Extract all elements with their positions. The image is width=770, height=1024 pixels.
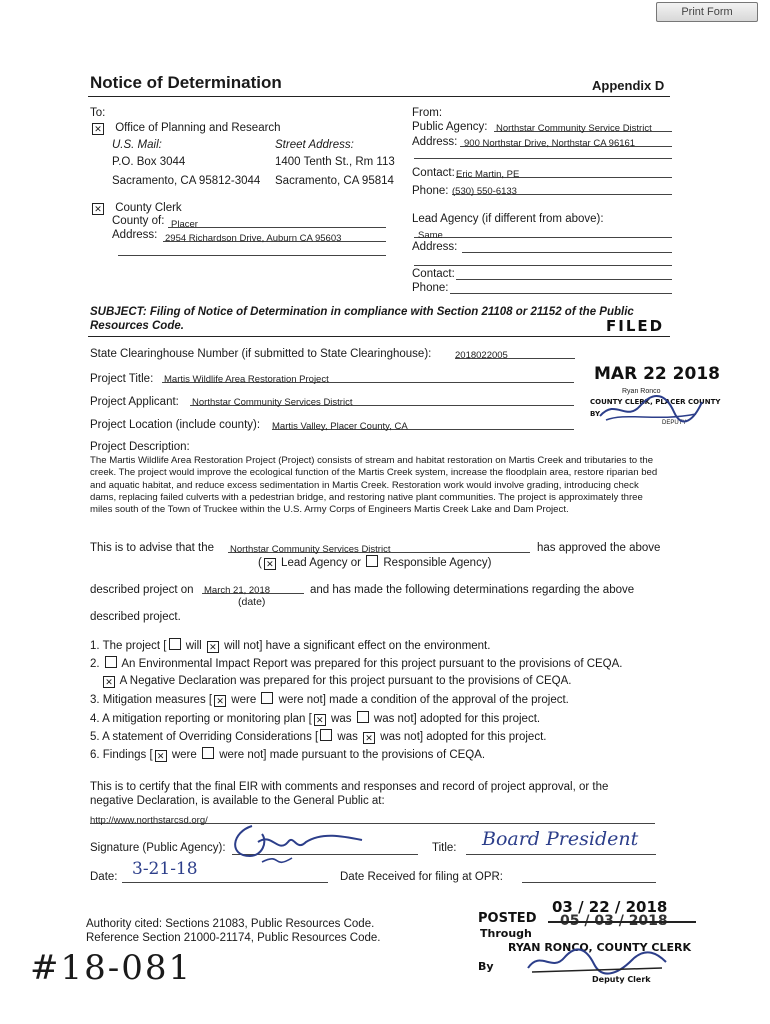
project-title-label: Project Title: [90, 373, 154, 385]
subject-rule [88, 336, 670, 337]
phone-value: (530) 550-6133 [452, 186, 517, 197]
clearinghouse-label: State Clearinghouse Number (if submitted to State Clearinghouse): [90, 348, 432, 360]
public-availability-url: http://www.northstarcsd.org/ [90, 815, 208, 826]
clearinghouse-field[interactable] [455, 345, 575, 359]
lead-agency-label: Lead Agency (if different from above): [412, 213, 604, 225]
street-address-label: Street Address: [275, 139, 354, 151]
subject-line2: Resources Code. [90, 320, 184, 332]
po-box: P.O. Box 3044 [112, 156, 186, 168]
from-address-value: 900 Northstar Drive, Northstar CA 96161 [464, 138, 636, 149]
determination-6: 6. Findings [✕ were were not] made pursuant to the provisions of CEQA. [90, 747, 485, 762]
print-form-button[interactable]: Print Form [656, 2, 758, 22]
posted-stamp-strike [548, 921, 696, 923]
county-address-line2[interactable] [118, 243, 386, 256]
determination-2b: ✕ A Negative Declaration was prepared for this project pursuant to the provisions of CEQA. [101, 674, 572, 688]
project-location-label: Project Location (include county): [90, 419, 261, 431]
county-clerk-checkbox[interactable] [92, 203, 104, 215]
phone-field[interactable] [452, 181, 672, 195]
phone-label: Phone: [412, 185, 449, 197]
posted-stamp-through: Through [480, 927, 532, 940]
lead-address-line2[interactable] [414, 255, 672, 266]
title-value: Board President [482, 828, 639, 850]
lead-phone-label: Phone: [412, 282, 449, 294]
county-of-label: County of: [112, 215, 165, 227]
project-applicant-label: Project Applicant: [90, 396, 179, 408]
filed-stamp-date: MAR 22 2018 [594, 364, 720, 384]
date-received-field[interactable] [522, 868, 656, 883]
advise-agency-value: Northstar Community Services District [230, 544, 391, 555]
determination-3: 3. Mitigation measures [✕ were were not] made a condition of the approval of the project. [90, 692, 569, 707]
certify-line1: This is to certify that the final EIR with comments and responses and record of project approval, or the [90, 781, 609, 793]
described-on-label: described project on [90, 584, 194, 596]
from-label: From: [412, 107, 443, 119]
to-label: To: [90, 107, 106, 119]
mitigation-were-checkbox[interactable] [214, 695, 226, 707]
public-availability-field[interactable] [90, 810, 655, 824]
advise-prefix: This is to advise that the [90, 542, 215, 554]
posted-stamp-label: POSTED [478, 911, 537, 926]
lead-contact-label: Contact: [412, 268, 455, 280]
lead-agency-field[interactable] [414, 225, 672, 241]
significant-will-not-checkbox[interactable] [207, 641, 219, 653]
filed-stamp-label: FILED [606, 317, 665, 335]
filed-stamp-signature [596, 392, 706, 426]
determination-1: 1. The project [ will ✕ will not] have a significant effect on the environment. [90, 638, 490, 653]
date-caption: (date) [238, 596, 266, 608]
determination-4: 4. A mitigation reporting or monitoring plan [✕ was was not] adopted for this project. [90, 711, 540, 726]
approval-date-field[interactable] [202, 580, 304, 594]
posted-stamp-clerk: RYAN RONCO, COUNTY CLERK [508, 941, 691, 954]
authority-line2: Reference Section 21000-21174, Public Resources Code. [86, 932, 381, 944]
project-description-label: Project Description: [90, 441, 190, 453]
findings-were-not-checkbox[interactable] [202, 747, 214, 759]
posted-stamp-date2: 05 / 03 / 2018 [560, 913, 668, 929]
project-applicant-field[interactable] [190, 392, 574, 406]
us-mail-label: U.S. Mail: [112, 139, 162, 151]
date-received-label: Date Received for filing at OPR: [340, 871, 503, 883]
project-title-value: Martis Wildlife Area Restoration Project [164, 374, 329, 385]
project-location-value: Martis Valley, Placer County, CA [272, 421, 408, 432]
filed-stamp-name: Ryan Ronco [622, 388, 661, 395]
county-of-value: Placer [171, 219, 198, 230]
mitigation-were-not-checkbox[interactable] [261, 692, 273, 704]
public-agency-field[interactable] [494, 118, 672, 132]
signature-mark [222, 812, 372, 872]
handwritten-file-number: #18-081 [30, 948, 193, 988]
opr-street: 1400 Tenth St., Rm 113 [275, 156, 395, 168]
determination-2: 2. An Environmental Impact Report was prepared for this project pursuant to the provisions of CEQA. [90, 658, 623, 670]
opr-row [90, 121, 281, 135]
county-of-field[interactable] [168, 214, 386, 228]
advise-agency-field[interactable] [228, 539, 530, 553]
overriding-was-checkbox[interactable] [320, 729, 332, 741]
county-clerk-label: County Clerk [115, 202, 182, 214]
determination-5: 5. A statement of Overriding Considerations [ was ✕ was not] adopted for this project. [90, 729, 546, 744]
posted-stamp-date1: 03 / 22 / 2018 [552, 898, 668, 916]
overriding-was-not-checkbox[interactable] [363, 732, 375, 744]
title-label: Title: [432, 842, 457, 854]
significant-will-checkbox[interactable] [169, 638, 181, 650]
county-clerk-row [90, 201, 182, 215]
public-agency-label: Public Agency: [412, 121, 488, 133]
approval-date-value: March 21, 2018 [204, 585, 271, 596]
project-title-field[interactable] [162, 369, 574, 383]
opr-name: Office of Planning and Research [115, 122, 281, 134]
from-address-line2[interactable] [414, 148, 672, 159]
opr-checkbox[interactable] [92, 123, 104, 135]
lead-address-field[interactable] [462, 239, 672, 253]
project-applicant-value: Northstar Community Services District [192, 397, 353, 408]
responsible-agency-option: Responsible Agency) [383, 557, 492, 569]
appendix-label: Appendix D [592, 78, 665, 93]
date-value: 3-21-18 [132, 859, 198, 879]
header-rule [88, 96, 670, 97]
contact-field[interactable] [456, 164, 672, 178]
from-address-field[interactable] [460, 133, 672, 147]
page-title: Notice of Determination [90, 73, 282, 92]
contact-value: Eric Martin, PE [456, 169, 520, 180]
from-address-label: Address: [412, 136, 458, 148]
authority-line1: Authority cited: Sections 21083, Public Resources Code. [86, 918, 375, 930]
county-address-field[interactable] [163, 228, 386, 242]
contact-label: Contact: [412, 167, 455, 179]
negative-declaration-checkbox[interactable] [103, 676, 115, 688]
advise-suffix: has approved the above [537, 542, 661, 554]
county-address-label: Address: [112, 229, 158, 241]
opr-city-mail: Sacramento, CA 95812-3044 [112, 175, 261, 187]
opr-city-street: Sacramento, CA 95814 [275, 175, 394, 187]
signature-label: Signature (Public Agency): [90, 842, 226, 854]
lead-address-label: Address: [412, 241, 458, 253]
lead-phone-field[interactable] [450, 280, 672, 294]
monitoring-was-checkbox[interactable] [314, 714, 326, 726]
filed-stamp-deputy: DEPUTY [662, 420, 687, 426]
monitoring-was-not-checkbox[interactable] [357, 711, 369, 723]
project-description: The Martis Wildlife Area Restoration Project (Project) consists of stream and habitat restoration on Martis Creek and tributaries to the creek. The project would improve the ecological function of the Martis Creek system, increase the floodplain area, restore riparian bed and aquatic habitat, and reduce excess sedimentation in Martis Creek. Restoration work would involve grading, introducing check dams, replacing failed culverts with a pedestrian bridge, and restoring native plant communities. The project is approximately three miles south of the Town of Truckee within the U.S. Army Corps of Engineers Martis Creek Lake and Dam Project. [90, 455, 658, 516]
responsible-agency-checkbox[interactable] [366, 555, 378, 567]
lead-agency-option: Lead Agency or [281, 557, 361, 569]
described-project: described project. [90, 611, 181, 623]
lead-agency-value: Same [418, 230, 443, 241]
project-location-field[interactable] [272, 416, 574, 430]
date-label: Date: [90, 871, 118, 883]
public-agency-value: Northstar Community Service District [496, 123, 652, 134]
agency-type-row: (✕ Lead Agency or Responsible Agency) [258, 555, 491, 570]
findings-were-checkbox[interactable] [155, 750, 167, 762]
posted-stamp-signature [522, 946, 672, 978]
clearinghouse-value: 2018022005 [455, 350, 508, 361]
county-address-value: 2954 Richardson Drive, Auburn CA 95603 [165, 233, 342, 244]
posted-stamp-deputy: Deputy Clerk [592, 975, 651, 984]
lead-contact-field[interactable] [456, 266, 672, 280]
determinations-intro: and has made the following determinations regarding the above [310, 584, 635, 596]
certify-line2: negative Declaration, is available to the General Public at: [90, 795, 385, 807]
filed-stamp-clerk: COUNTY CLERK, PLACER COUNTY [590, 398, 721, 406]
subject-line1: SUBJECT: Filing of Notice of Determination in compliance with Section 21108 or 21152 of the Public [90, 306, 634, 318]
posted-stamp-by: By [478, 960, 494, 973]
eir-checkbox[interactable] [105, 656, 117, 668]
lead-agency-checkbox[interactable] [264, 558, 276, 570]
filed-stamp-by: BY [590, 410, 601, 418]
